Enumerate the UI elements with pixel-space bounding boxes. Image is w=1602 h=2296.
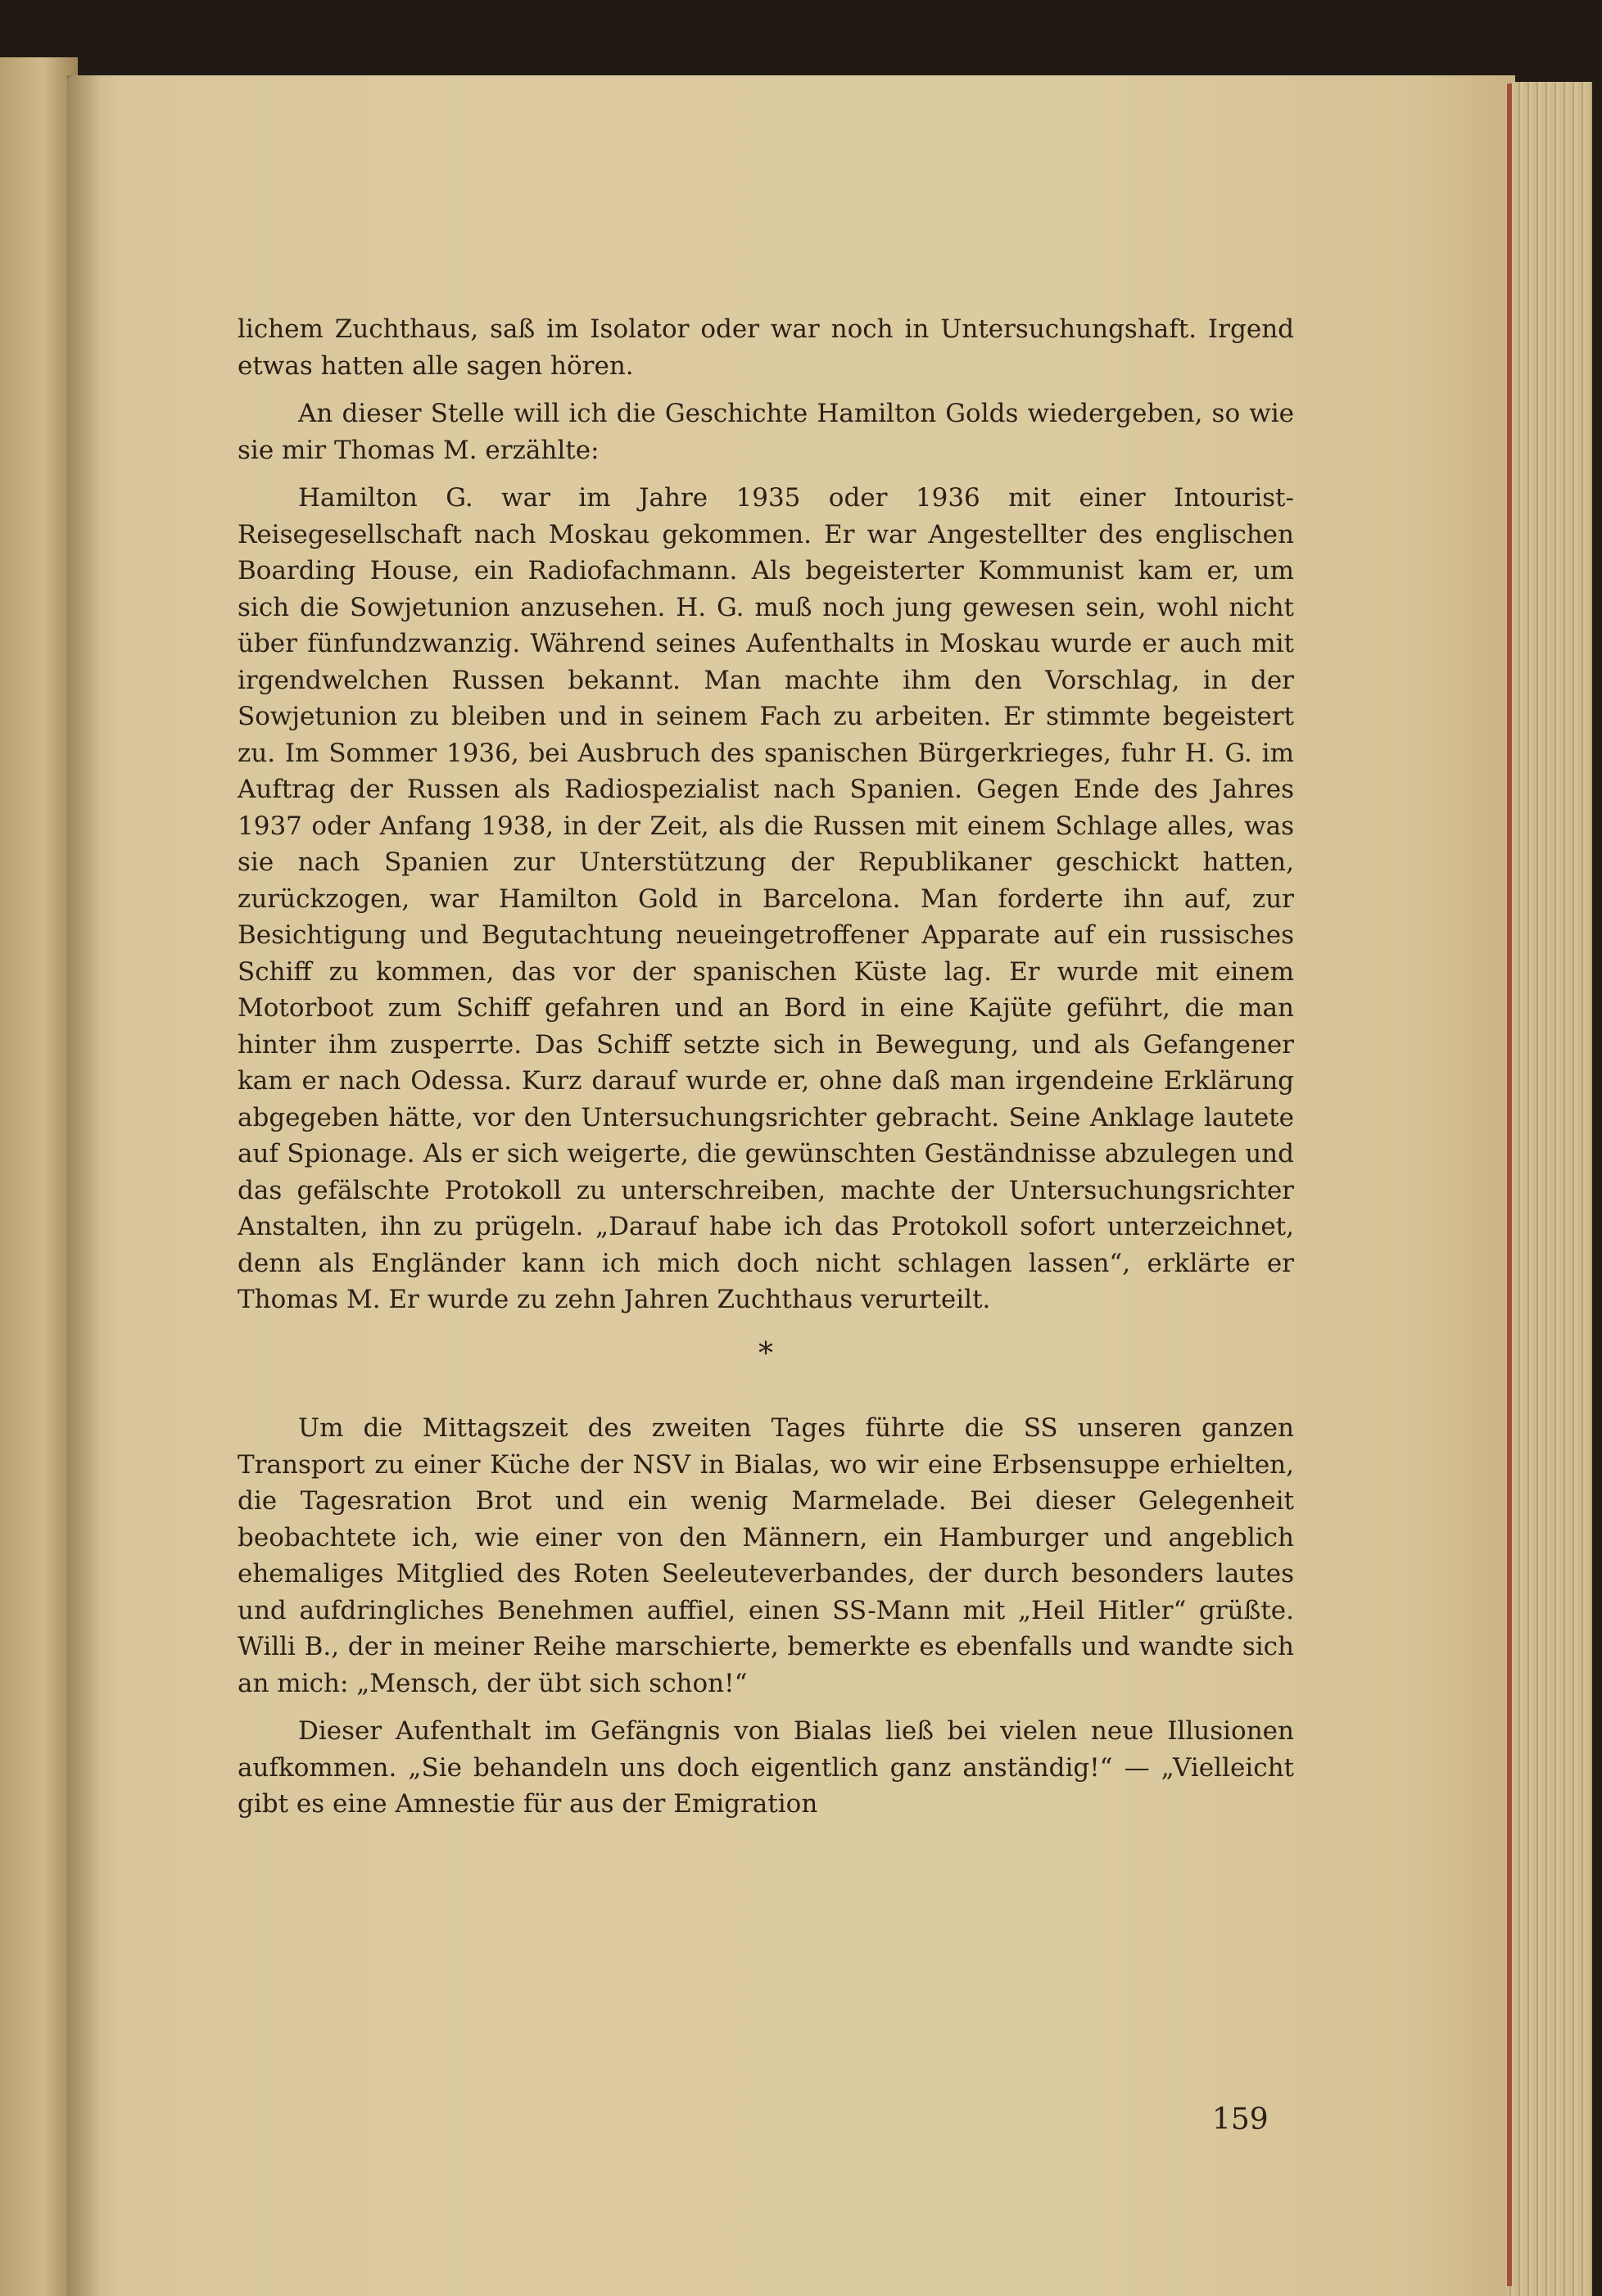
section-separator: * xyxy=(758,1336,773,1371)
page-number: 159 xyxy=(1212,2103,1269,2136)
paragraph-continued: lichem Zuchthaus, saß im Isolator oder war noch in Untersuchungshaft. Irgend etwas hatten alle sagen hören. xyxy=(238,314,1294,381)
paragraph: Dieser Aufenthalt im Gefängnis von Bialas ließ bei vielen neue Illusionen aufkommen. „Sie behandeln uns doch eigentlich ganz anständig!“ — „Vielleicht gibt es eine Amnestie für aus der Emigration xyxy=(238,1716,1294,1819)
paragraph: Um die Mittagszeit des zweiten Tages führte die SS unseren ganzen Transport zu einer Küche der NSV in Bialas, wo wir eine Erbsensuppe erhielten, die Tagesration Brot und ein wenig Marmelade. Bei dieser Gelegenheit beobachtete ich, wie einer von den Männern, ein Hamburger und angeblich ehemaliges Mitglied des Roten Seeleuteverbandes, der durch besonders lautes und aufdringliches Benehmen auffiel, einen SS-Mann mit „Heil Hitler“ grüßte. Willi B., der in meiner Reihe marschierte, bemerkte es ebenfalls und wandte sich an mich: „Mensch, der übt sich schon!“ xyxy=(238,1413,1294,1698)
red-page-edge xyxy=(1507,84,1512,2286)
paragraph: Hamilton G. war im Jahre 1935 oder 1936 mit einer Intourist-Reisegesellschaft nach Moskau gekommen. Er war Angestellter des englischen Boarding House, ein Radiofachmann. Als begeisterter Kommunist kam er, um sich die Sowjetunion anzusehen. H. G. muß noch jung gewesen sein, wohl nicht über fünfundzwanzig. Während seines Aufenthalts in Moskau wurde er auch mit irgendwelchen Russen bekannt. Man machte ihm den Vorschlag, in der Sowjetunion zu bleiben und in seinem Fach zu arbeiten. Er stimmte begeistert zu. Im Sommer 1936, bei Ausbruch des spanischen Bürgerkrieges, fuhr H. G. im Auftrag der Russen als Radiospezialist nach Spanien. Gegen Ende des Jahres 1937 oder Anfang 1938, in der Zeit, als die Russen mit einem Schlage alles, was sie nach Spanien zur Unterstützung der Republikaner geschickt hatten, zurückzogen, war Hamilton Gold in Barcelona. Man forderte ihn auf, zur Besichtigung und Begutachtung neueingetroffener Apparate auf ein russisches Schiff zu kommen, das vor der spanischen Küste lag. Er wurde mit einem Motorboot zum Schiff gefahren und an Bord in eine Kajüte geführt, die man hinter ihm zusperrte. Das Schiff setzte sich in Bewegung, und als Gefangener kam er nach Odessa. Kurz darauf wurde er, ohne daß man irgendeine Erklärung abgegeben hätte, vor den Untersuchungsrichter gebracht. Seine Anklage lautete auf Spionage. Als er sich weigerte, die gewünschten Geständnisse abzulegen und das gefälschte Protokoll zu unterschreiben, machte der Untersuchungsrichter Anstalten, ihn zu prügeln. „Darauf habe ich das Protokoll sofort unterzeichnet, denn als Engländer kann ich mich doch nicht schlagen lassen“, erklärte er Thomas M. Er wurde zu zehn Jahren Zuchthaus verurteilt. xyxy=(238,483,1294,1314)
gutter-shadow xyxy=(67,75,100,2296)
paragraph: An dieser Stelle will ich die Geschichte Hamilton Golds wiedergeben, so wie sie mir Thomas M. erzählte: xyxy=(238,399,1294,465)
page-stack-edge xyxy=(1505,82,1592,2296)
body-text xyxy=(238,311,1294,1834)
left-page-edge xyxy=(0,57,78,2296)
